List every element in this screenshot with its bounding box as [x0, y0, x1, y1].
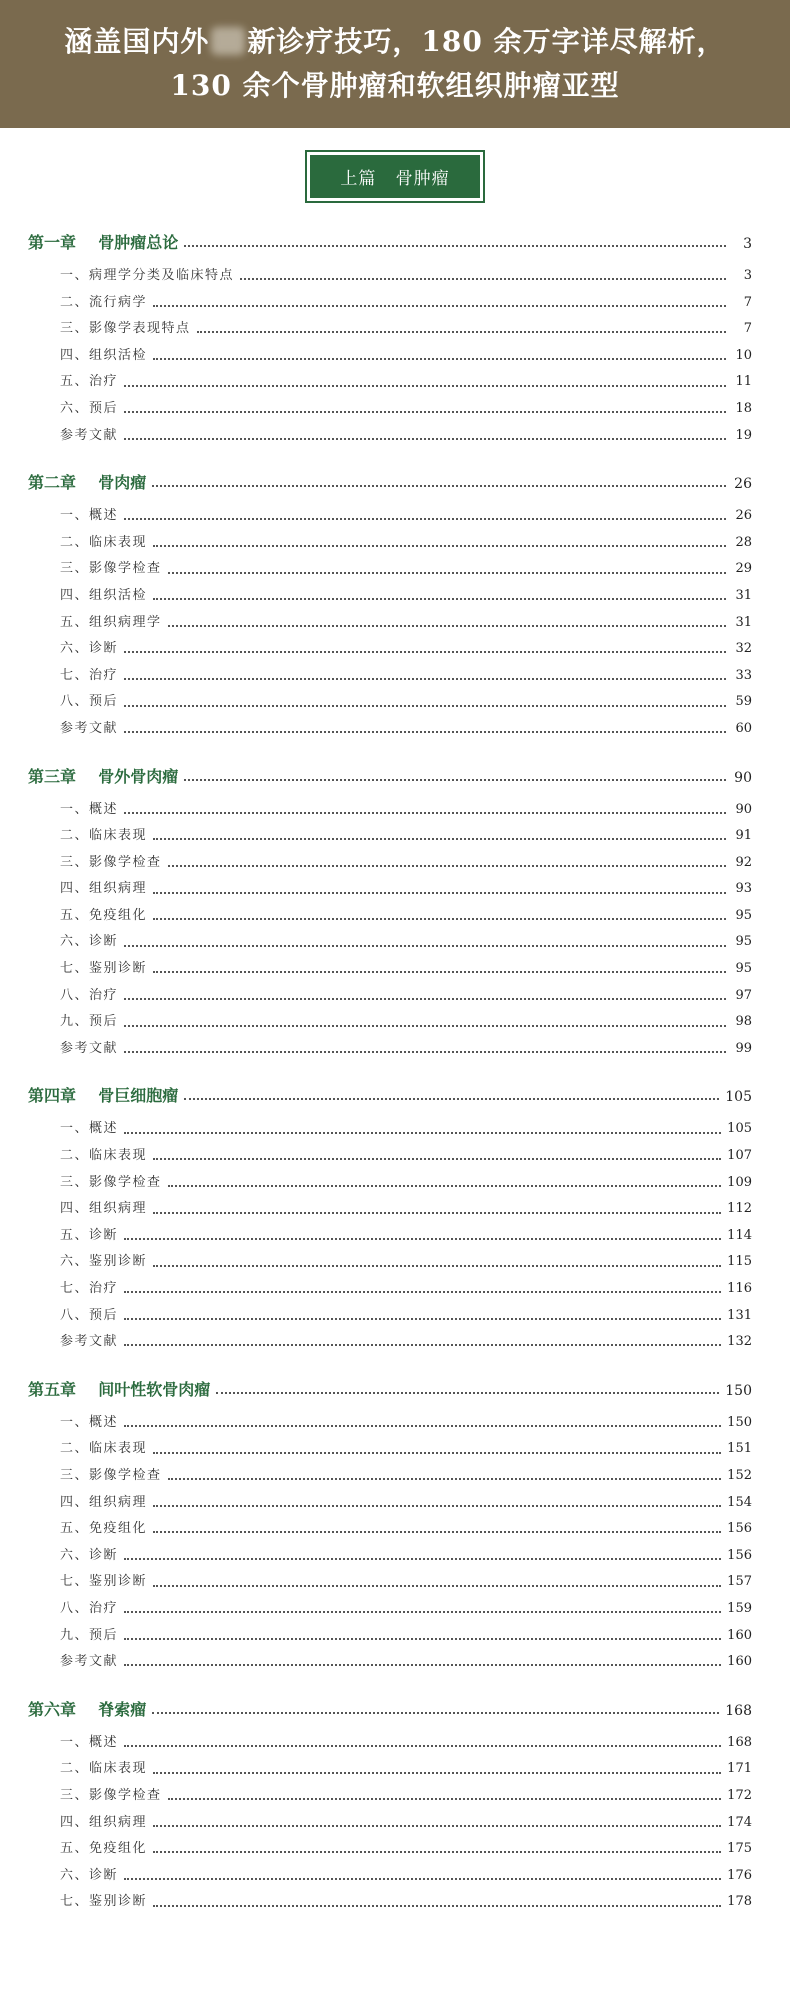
- part-title-frame: [305, 150, 484, 203]
- section-row[interactable]: [28, 1249, 752, 1276]
- section-row[interactable]: [28, 983, 752, 1010]
- dot-leader: [168, 625, 726, 627]
- banner-line-1-start: 涵盖国内外: [64, 25, 210, 58]
- dot-leader: [197, 331, 726, 333]
- dot-leader: [153, 838, 726, 840]
- section-row[interactable]: [28, 1170, 752, 1197]
- dot-leader: [124, 1558, 721, 1560]
- section-page-number: 92: [735, 854, 752, 870]
- part-title: 上篇 骨肿瘤: [310, 155, 479, 198]
- header-banner: [0, 0, 790, 128]
- dot-leader: [124, 812, 726, 814]
- chapter-block: [28, 1690, 752, 1916]
- section-title: 四、组织活检: [60, 587, 148, 603]
- section-title: 一、病理学分类及临床特点: [60, 268, 235, 283]
- dot-leader: [124, 1611, 721, 1613]
- chapter-block: [28, 1076, 752, 1355]
- section-page-number: 97: [735, 987, 752, 1003]
- section-title: 二、流行病学: [60, 294, 148, 310]
- section-row[interactable]: [28, 1196, 752, 1223]
- section-title: 四、组织病理: [60, 1494, 148, 1510]
- section-page-number: 160: [727, 1654, 752, 1670]
- section-title: 参考文献: [60, 427, 119, 443]
- section-row[interactable]: [28, 1009, 752, 1036]
- banner-line-1: [64, 20, 725, 64]
- section-title: 五、治疗: [60, 374, 119, 390]
- section-page-number: 159: [727, 1600, 752, 1616]
- dot-leader: [184, 779, 726, 781]
- section-page-number: 114: [727, 1227, 752, 1243]
- dot-leader: [124, 1745, 721, 1747]
- chapter-title: 第三章 骨外骨肉瘤: [28, 766, 179, 786]
- section-row[interactable]: [28, 396, 752, 423]
- chapter-title: 第一章 骨肿瘤总论: [28, 233, 179, 252]
- chapter-title: 第四章 骨巨细胞瘤: [28, 1086, 179, 1106]
- section-page-number: 26: [735, 508, 752, 524]
- section-page-number: 131: [727, 1307, 752, 1323]
- section-page-number: 59: [735, 694, 752, 710]
- section-title: 八、治疗: [60, 987, 119, 1003]
- section-title: 五、免疫组化: [60, 1521, 148, 1537]
- section-title: 六、诊断: [60, 641, 119, 657]
- dot-leader: [124, 1132, 721, 1134]
- dot-leader: [124, 1344, 721, 1346]
- section-page-number: 156: [727, 1547, 752, 1563]
- section-page-number: 3: [743, 268, 752, 283]
- blurred-word: [211, 27, 245, 55]
- dot-leader: [153, 1452, 721, 1454]
- section-title: 六、诊断: [60, 1547, 119, 1563]
- dot-leader: [153, 918, 726, 920]
- section-row[interactable]: [28, 1516, 752, 1543]
- section-title: 二、临床表现: [60, 1441, 148, 1457]
- section-page-number: 107: [727, 1148, 752, 1164]
- section-title: 一、概述: [60, 1734, 119, 1750]
- section-title: 三、影像学检查: [60, 1787, 162, 1803]
- dot-leader: [168, 1185, 722, 1187]
- section-title: 四、组织病理: [60, 1201, 148, 1217]
- section-title: 五、免疫组化: [60, 907, 148, 923]
- chapter-page-number: 105: [725, 1089, 752, 1106]
- dot-leader: [124, 1878, 721, 1880]
- section-row[interactable]: [28, 530, 752, 557]
- dot-leader: [153, 1585, 721, 1587]
- section-page-number: 168: [727, 1734, 752, 1750]
- section-page-number: 91: [735, 828, 752, 844]
- banner-line-2: 130 余个骨肿瘤和软组织肿瘤亚型: [170, 69, 620, 102]
- section-title: 三、影像学检查: [60, 1467, 162, 1483]
- section-title: 三、影像学表现特点: [60, 321, 191, 337]
- dot-leader: [168, 1478, 722, 1480]
- section-row[interactable]: [28, 1036, 752, 1063]
- section-page-number: 11: [735, 374, 752, 390]
- section-title: 二、临床表现: [60, 828, 148, 844]
- section-title: 四、组织活检: [60, 347, 148, 363]
- section-row[interactable]: [28, 1303, 752, 1330]
- section-page-number: 7: [743, 294, 752, 310]
- section-title: 五、免疫组化: [60, 1841, 148, 1857]
- section-title: 参考文献: [60, 1040, 119, 1056]
- dot-leader: [124, 731, 726, 733]
- chapter-page-number: 26: [734, 476, 752, 493]
- section-row[interactable]: [28, 610, 752, 637]
- section-title: 七、鉴别诊断: [60, 961, 148, 977]
- section-row[interactable]: [28, 503, 752, 530]
- section-title: 六、预后: [60, 400, 119, 416]
- section-title: 二、临床表现: [60, 1761, 148, 1777]
- dot-leader: [153, 1212, 721, 1214]
- dot-leader: [153, 1158, 721, 1160]
- dot-leader: [124, 1025, 726, 1027]
- dot-leader: [124, 1425, 721, 1427]
- chapter-block: [28, 1370, 752, 1676]
- dot-leader: [153, 1905, 721, 1907]
- dot-leader: [152, 1712, 719, 1714]
- section-row[interactable]: [28, 876, 752, 903]
- section-row[interactable]: [28, 423, 752, 450]
- section-row[interactable]: [28, 716, 752, 743]
- dot-leader: [124, 1664, 721, 1666]
- chapter-block: [28, 223, 752, 449]
- dot-leader: [124, 1291, 721, 1293]
- dot-leader: [124, 678, 726, 680]
- dot-leader: [153, 305, 726, 307]
- section-row[interactable]: [28, 1143, 752, 1170]
- chapter-row[interactable]: [28, 1076, 752, 1116]
- section-page-number: 116: [727, 1281, 752, 1296]
- section-title: 九、预后: [60, 1014, 119, 1030]
- section-title: 八、预后: [60, 1307, 119, 1323]
- section-page-number: 152: [727, 1467, 752, 1483]
- section-page-number: 33: [735, 667, 752, 683]
- chapter-row[interactable]: [28, 463, 752, 503]
- section-title: 参考文献: [60, 720, 119, 736]
- dot-leader: [153, 1772, 721, 1774]
- section-page-number: 172: [727, 1787, 752, 1803]
- section-page-number: 160: [727, 1627, 752, 1643]
- section-title: 三、影像学检查: [60, 1174, 162, 1190]
- dot-leader: [153, 1825, 721, 1827]
- section-title: 六、诊断: [60, 934, 119, 950]
- section-page-number: 60: [735, 720, 752, 736]
- section-row[interactable]: [28, 263, 752, 290]
- section-row[interactable]: [28, 1596, 752, 1623]
- dot-leader: [153, 598, 726, 600]
- section-title: 九、预后: [60, 1627, 119, 1643]
- section-page-number: 95: [735, 961, 752, 977]
- dot-leader: [153, 358, 726, 360]
- chapter-row[interactable]: [28, 223, 752, 263]
- dot-leader: [124, 1051, 726, 1053]
- section-page-number: 174: [727, 1814, 752, 1830]
- dot-leader: [184, 1098, 719, 1100]
- chapter-row[interactable]: [28, 1370, 752, 1410]
- section-page-number: 109: [727, 1174, 752, 1190]
- part-heading: [0, 150, 790, 203]
- section-page-number: 90: [735, 801, 752, 817]
- dot-leader: [124, 438, 726, 440]
- section-page-number: 151: [727, 1441, 752, 1457]
- section-title: 八、治疗: [60, 1600, 119, 1616]
- section-page-number: 18: [735, 400, 752, 416]
- section-title: 参考文献: [60, 1334, 119, 1350]
- section-title: 一、概述: [60, 508, 119, 524]
- section-page-number: 150: [727, 1414, 752, 1430]
- section-row[interactable]: [28, 823, 752, 850]
- section-row[interactable]: [28, 1410, 752, 1437]
- section-title: 七、治疗: [60, 667, 119, 683]
- section-row[interactable]: [28, 1836, 752, 1863]
- chapter-row[interactable]: [28, 1690, 752, 1730]
- dot-leader: [153, 971, 726, 973]
- section-page-number: 98: [735, 1014, 752, 1030]
- section-page-number: 99: [735, 1040, 752, 1056]
- section-row[interactable]: [28, 1436, 752, 1463]
- chapter-title: 第二章 骨肉瘤: [28, 473, 147, 493]
- chapter-page-number: 90: [734, 769, 752, 786]
- dot-leader: [168, 572, 726, 574]
- chapter-page-number: 168: [725, 1702, 752, 1719]
- section-page-number: 176: [727, 1867, 752, 1883]
- section-row[interactable]: [28, 903, 752, 930]
- section-row[interactable]: [28, 556, 752, 583]
- section-page-number: 95: [735, 934, 752, 950]
- dot-leader: [153, 1851, 721, 1853]
- section-page-number: 31: [735, 614, 752, 630]
- section-page-number: 105: [727, 1121, 752, 1137]
- section-row[interactable]: [28, 316, 752, 343]
- section-title: 一、概述: [60, 1121, 119, 1137]
- dot-leader: [184, 245, 726, 247]
- section-row[interactable]: [28, 850, 752, 877]
- dot-leader: [124, 518, 726, 520]
- section-row[interactable]: [28, 1543, 752, 1570]
- dot-leader: [124, 651, 726, 653]
- chapter-title: 第六章 脊索瘤: [28, 1699, 147, 1719]
- section-row[interactable]: [28, 1810, 752, 1837]
- section-row[interactable]: [28, 1863, 752, 1890]
- section-row[interactable]: [28, 797, 752, 824]
- section-page-number: 175: [727, 1841, 752, 1857]
- dot-leader: [153, 1531, 721, 1533]
- section-page-number: 93: [735, 881, 752, 897]
- section-page-number: 171: [727, 1761, 752, 1777]
- section-title: 四、组织病理: [60, 881, 148, 897]
- dot-leader: [240, 278, 726, 280]
- section-title: 二、临床表现: [60, 1148, 148, 1164]
- dot-leader: [124, 385, 726, 387]
- section-page-number: 157: [727, 1574, 752, 1590]
- section-row[interactable]: [28, 1756, 752, 1783]
- section-title: 参考文献: [60, 1654, 119, 1670]
- section-row[interactable]: [28, 1276, 752, 1303]
- section-row[interactable]: [28, 1116, 752, 1143]
- section-title: 五、诊断: [60, 1227, 119, 1243]
- section-row[interactable]: [28, 583, 752, 610]
- banner-line-1-end: 新诊疗技巧，180 余万字详尽解析，: [247, 25, 726, 58]
- section-row[interactable]: [28, 1889, 752, 1916]
- dot-leader: [124, 705, 726, 707]
- chapter-page-number: 3: [743, 236, 752, 252]
- section-title: 七、治疗: [60, 1281, 119, 1296]
- chapter-title: 第五章 间叶性软骨肉瘤: [28, 1379, 211, 1399]
- section-row[interactable]: [28, 1730, 752, 1757]
- dot-leader: [124, 411, 726, 413]
- section-page-number: 115: [727, 1254, 752, 1270]
- section-page-number: 154: [727, 1494, 752, 1510]
- section-row[interactable]: [28, 1463, 752, 1490]
- section-row[interactable]: [28, 956, 752, 983]
- section-title: 七、鉴别诊断: [60, 1574, 148, 1590]
- dot-leader: [168, 1798, 722, 1800]
- section-row[interactable]: [28, 1649, 752, 1676]
- section-page-number: 31: [735, 587, 752, 603]
- section-page-number: 95: [735, 907, 752, 923]
- section-title: 一、概述: [60, 1414, 119, 1430]
- dot-leader: [153, 1265, 721, 1267]
- section-page-number: 132: [727, 1334, 752, 1350]
- section-title: 五、组织病理学: [60, 614, 162, 630]
- section-row[interactable]: [28, 929, 752, 956]
- section-row[interactable]: [28, 369, 752, 396]
- table-of-contents: [0, 203, 790, 1916]
- chapter-page-number: 150: [725, 1382, 752, 1399]
- section-page-number: 156: [727, 1521, 752, 1537]
- dot-leader: [168, 865, 726, 867]
- dot-leader: [124, 1318, 721, 1320]
- section-page-number: 29: [735, 561, 752, 577]
- section-title: 八、预后: [60, 694, 119, 710]
- chapter-block: [28, 463, 752, 742]
- section-title: 四、组织病理: [60, 1814, 148, 1830]
- section-row[interactable]: [28, 1783, 752, 1810]
- dot-leader: [152, 485, 726, 487]
- dot-leader: [216, 1392, 719, 1394]
- section-page-number: 10: [735, 347, 752, 363]
- section-page-number: 178: [727, 1894, 752, 1910]
- dot-leader: [124, 998, 726, 1000]
- section-title: 六、鉴别诊断: [60, 1254, 148, 1270]
- section-title: 七、鉴别诊断: [60, 1894, 148, 1910]
- section-title: 六、诊断: [60, 1867, 119, 1883]
- section-row[interactable]: [28, 343, 752, 370]
- section-title: 二、临床表现: [60, 534, 148, 550]
- dot-leader: [153, 892, 726, 894]
- section-page-number: 28: [735, 534, 752, 550]
- section-title: 三、影像学检查: [60, 854, 162, 870]
- chapter-block: [28, 757, 752, 1063]
- dot-leader: [124, 1638, 721, 1640]
- section-page-number: 112: [727, 1201, 752, 1217]
- section-page-number: 32: [735, 641, 752, 657]
- dot-leader: [153, 1505, 721, 1507]
- section-row[interactable]: [28, 290, 752, 317]
- section-row[interactable]: [28, 1623, 752, 1650]
- dot-leader: [153, 545, 726, 547]
- section-row[interactable]: [28, 1329, 752, 1356]
- dot-leader: [124, 945, 726, 947]
- section-title: 一、概述: [60, 801, 119, 817]
- section-row[interactable]: [28, 1569, 752, 1596]
- section-row[interactable]: [28, 636, 752, 663]
- chapter-row[interactable]: [28, 757, 752, 797]
- section-row[interactable]: [28, 689, 752, 716]
- section-title: 三、影像学检查: [60, 561, 162, 577]
- section-page-number: 7: [743, 321, 752, 337]
- section-row[interactable]: [28, 663, 752, 690]
- dot-leader: [124, 1238, 721, 1240]
- section-row[interactable]: [28, 1223, 752, 1250]
- section-page-number: 19: [735, 427, 752, 443]
- section-row[interactable]: [28, 1490, 752, 1517]
